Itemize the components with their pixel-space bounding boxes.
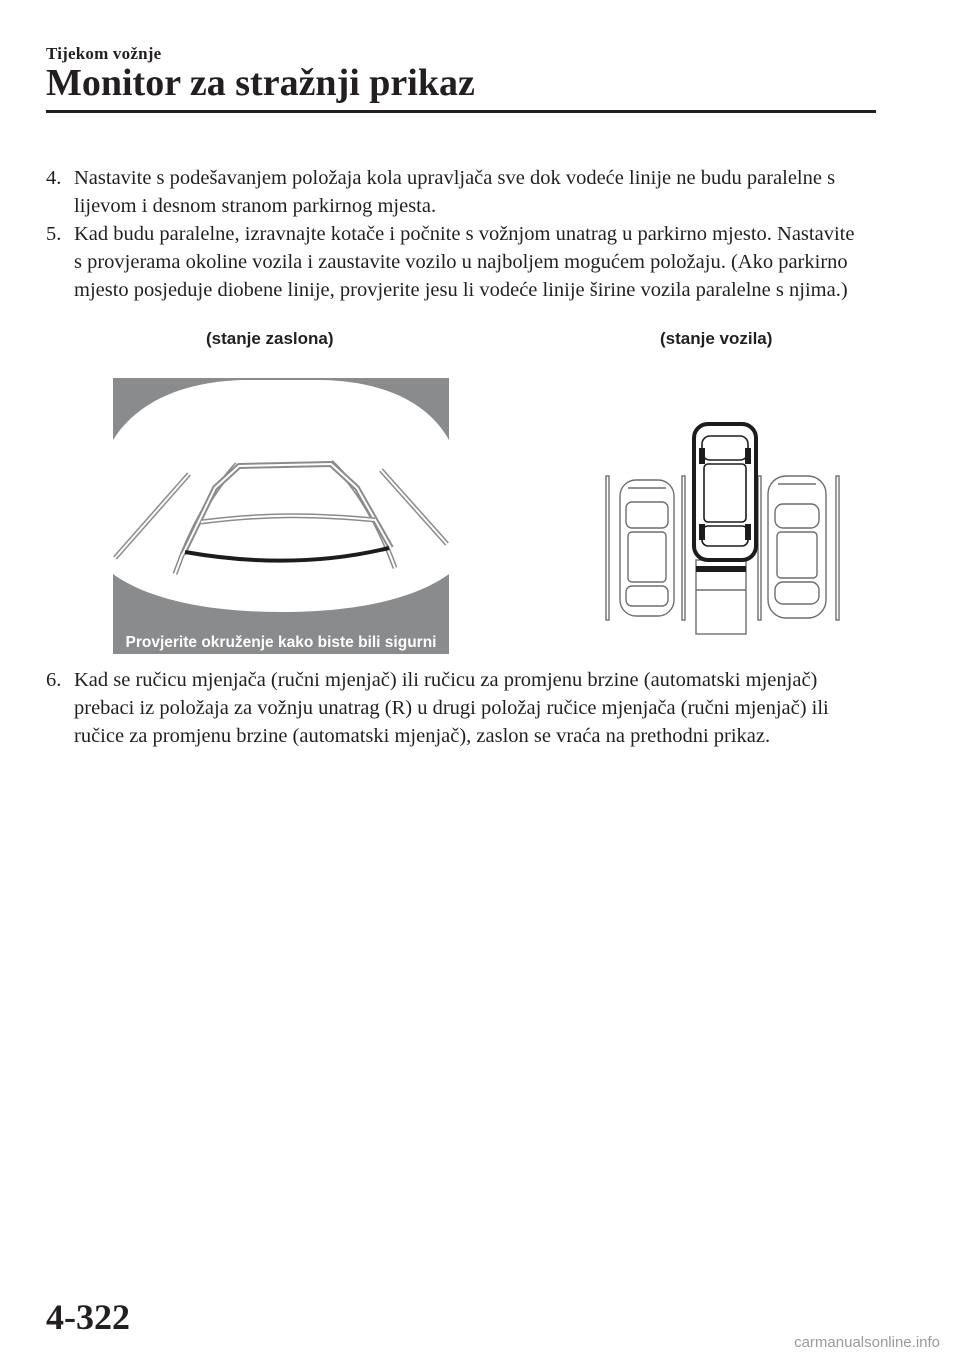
step-text: Kad budu paralelne, izravnajte kotače i počnite s vožnjom unatrag u parkirno mjesto. Nastavite s provjerama okoline vozila i zaustavite vozilo u najboljem mogućem položaju. (Ako parkirno mjesto posjeduje diobene linije, provjerite jesu li vodeće linije širine vozila paralelne s njima.) xyxy=(74,223,855,301)
step-number: 6. xyxy=(46,669,62,691)
parking-line xyxy=(606,476,609,620)
screen-caption: (stanje zaslona) xyxy=(206,329,334,348)
ground-area xyxy=(113,380,449,612)
watermark: carmanualsonline.info xyxy=(794,1334,940,1351)
rear-view-screen-illustration xyxy=(113,378,449,654)
wheel xyxy=(745,524,751,540)
parked-car-right xyxy=(768,476,826,618)
step-4 xyxy=(46,164,866,220)
parked-car-left xyxy=(620,480,674,616)
step-text: Nastavite s podešavanjem položaja kola upravljača sve dok vodeće linije ne budu paralelne s lijevom i desnom stranom parkirnog mjesta. xyxy=(74,167,836,217)
parking-line xyxy=(836,476,839,620)
screen-banner-text: Provjerite okruženje kako biste bili sigurni xyxy=(125,634,437,651)
wheel xyxy=(745,448,751,464)
title-rule xyxy=(46,110,876,113)
step-5 xyxy=(46,220,866,304)
wheel xyxy=(699,524,705,540)
page-number: 4-322 xyxy=(46,1297,130,1337)
section-label: Tijekom vožnje xyxy=(46,44,162,63)
stop-line xyxy=(696,566,746,572)
parking-vehicle-illustration xyxy=(600,420,846,640)
step-number: 4. xyxy=(46,167,62,189)
page-title: Monitor za stražnji prikaz xyxy=(46,62,475,104)
parking-line xyxy=(758,476,761,620)
wheel xyxy=(699,448,705,464)
parking-line xyxy=(682,476,685,620)
vehicle-caption: (stanje vozila) xyxy=(660,329,773,348)
step-text: Kad se ručicu mjenjača (ručni mjenjač) ili ručicu za promjenu brzine (automatski mjenjač) prebaci iz položaja za vožnju unatrag (R) u drugi položaj ručice mjenjača (ručni mjenjač) ili ručice za promjenu brzine (automatski mjenjač), zaslon se vraća na prethodni prikaz. xyxy=(74,669,829,747)
step-number: 5. xyxy=(46,223,62,245)
reversing-vehicle xyxy=(694,424,756,560)
step-6 xyxy=(46,666,866,750)
